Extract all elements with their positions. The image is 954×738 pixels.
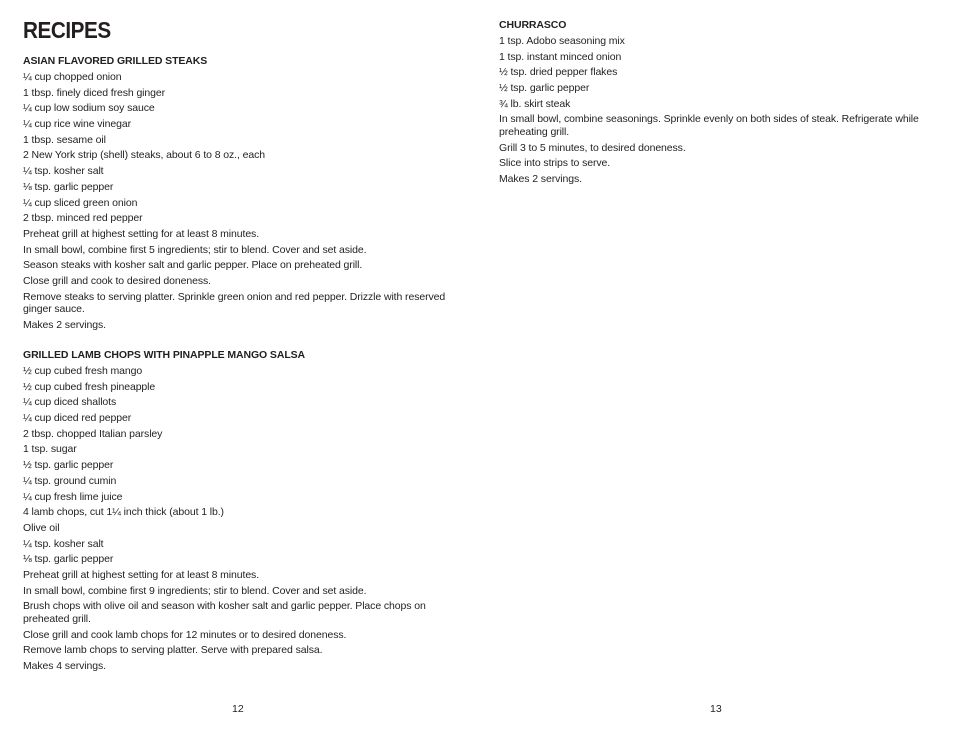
recipe-line: 4 lamb chops, cut 1¼ inch thick (about 1 lb.) (23, 506, 224, 519)
recipe-line: ¼ cup diced shallots (23, 396, 117, 409)
recipe-line: ½ tsp. garlic pepper (499, 82, 590, 95)
recipe-line: Remove lamb chops to serving platter. Serve with prepared salsa. (23, 644, 323, 657)
recipe-line: In small bowl, combine first 9 ingredients; stir to blend. Cover and set aside. (23, 584, 367, 597)
recipe-churrasco (499, 18, 929, 189)
recipe-line: 1 tsp. sugar (23, 443, 77, 456)
recipe-line: 2 tbsp. minced red pepper (23, 212, 143, 225)
recipe-line: ¼ cup diced red pepper (23, 412, 132, 425)
recipe-line: Makes 2 servings. (23, 318, 106, 331)
recipe-line: In small bowl, combine first 5 ingredients; stir to blend. Cover and set aside. (23, 243, 367, 256)
recipe-line: Close grill and cook to desired doneness. (23, 274, 211, 287)
recipe-line: ⅛ tsp. garlic pepper (23, 180, 114, 193)
recipe-line: ½ tsp. dried pepper flakes (499, 66, 618, 79)
page-title: RECIPES (23, 17, 111, 43)
recipe-line: In small bowl, combine seasonings. Sprinkle evenly on both sides of steak. Refrigerate while preheating grill. (499, 113, 919, 138)
recipe-line: ¼ cup chopped onion (23, 71, 122, 83)
recipe-line: ½ cup cubed fresh mango (23, 365, 143, 377)
page-number: 13 (710, 703, 722, 715)
recipe-title: GRILLED LAMB CHOPS WITH PINAPPLE MANGO SALSA (23, 349, 306, 361)
recipe-line: Olive oil (23, 521, 60, 534)
recipe-title: ASIAN FLAVORED GRILLED STEAKS (23, 55, 208, 67)
page-number: 12 (232, 703, 244, 715)
recipe-line: ½ tsp. garlic pepper (23, 459, 114, 472)
recipe-line: 2 tbsp. chopped Italian parsley (23, 427, 163, 440)
recipe-lines (23, 71, 463, 331)
recipe-line: Brush chops with olive oil and season with kosher salt and garlic pepper. Place chops on preheated grill. (23, 600, 426, 625)
recipe-line: ¼ tsp. kosher salt (23, 165, 104, 178)
recipe-grilled-lamb-chops (23, 348, 463, 676)
recipe-line: Makes 4 servings. (23, 659, 106, 672)
recipe-line: ¼ cup low sodium soy sauce (23, 102, 155, 115)
recipe-line: 1 tbsp. finely diced fresh ginger (23, 86, 166, 99)
recipe-line: 1 tbsp. sesame oil (23, 133, 106, 146)
recipe-line: 2 New York strip (shell) steaks, about 6 to 8 oz., each (23, 149, 265, 162)
recipe-lines (23, 365, 463, 672)
recipe-line: ⅛ tsp. garlic pepper (23, 553, 114, 566)
recipe-line: ¼ cup rice wine vinegar (23, 118, 132, 131)
recipe-line: Makes 2 servings. (499, 173, 582, 185)
recipe-line: Close grill and cook lamb chops for 12 minutes or to desired doneness. (23, 628, 347, 641)
recipe-lines (499, 35, 929, 186)
recipe-line: ¾ lb. skirt steak (499, 97, 571, 110)
recipe-line: ¼ tsp. ground cumin (23, 474, 117, 487)
recipe-line: Slice into strips to serve. (499, 157, 611, 170)
recipe-line: Preheat grill at highest setting for at least 8 minutes. (23, 568, 260, 581)
recipe-line: Remove steaks to serving platter. Sprinkle green onion and red pepper. Drizzle with reserved ginger sauce. (23, 290, 446, 316)
recipe-line: ¼ tsp. kosher salt (23, 537, 104, 550)
recipe-asian-flavored-grilled-steaks (23, 54, 463, 335)
recipe-line: ¼ cup fresh lime juice (23, 490, 123, 503)
recipe-line: ¼ cup sliced green onion (23, 196, 138, 209)
recipe-title: CHURRASCO (499, 19, 567, 31)
recipe-line: Preheat grill at highest setting for at least 8 minutes. (23, 227, 260, 240)
recipe-line: Grill 3 to 5 minutes, to desired doneness. (499, 141, 686, 154)
recipe-line: 1 tsp. Adobo seasoning mix (499, 35, 625, 47)
recipe-line: 1 tsp. instant minced onion (499, 50, 622, 63)
recipe-line: ½ cup cubed fresh pineapple (23, 380, 156, 393)
recipe-line: Season steaks with kosher salt and garlic pepper. Place on preheated grill. (23, 259, 363, 272)
